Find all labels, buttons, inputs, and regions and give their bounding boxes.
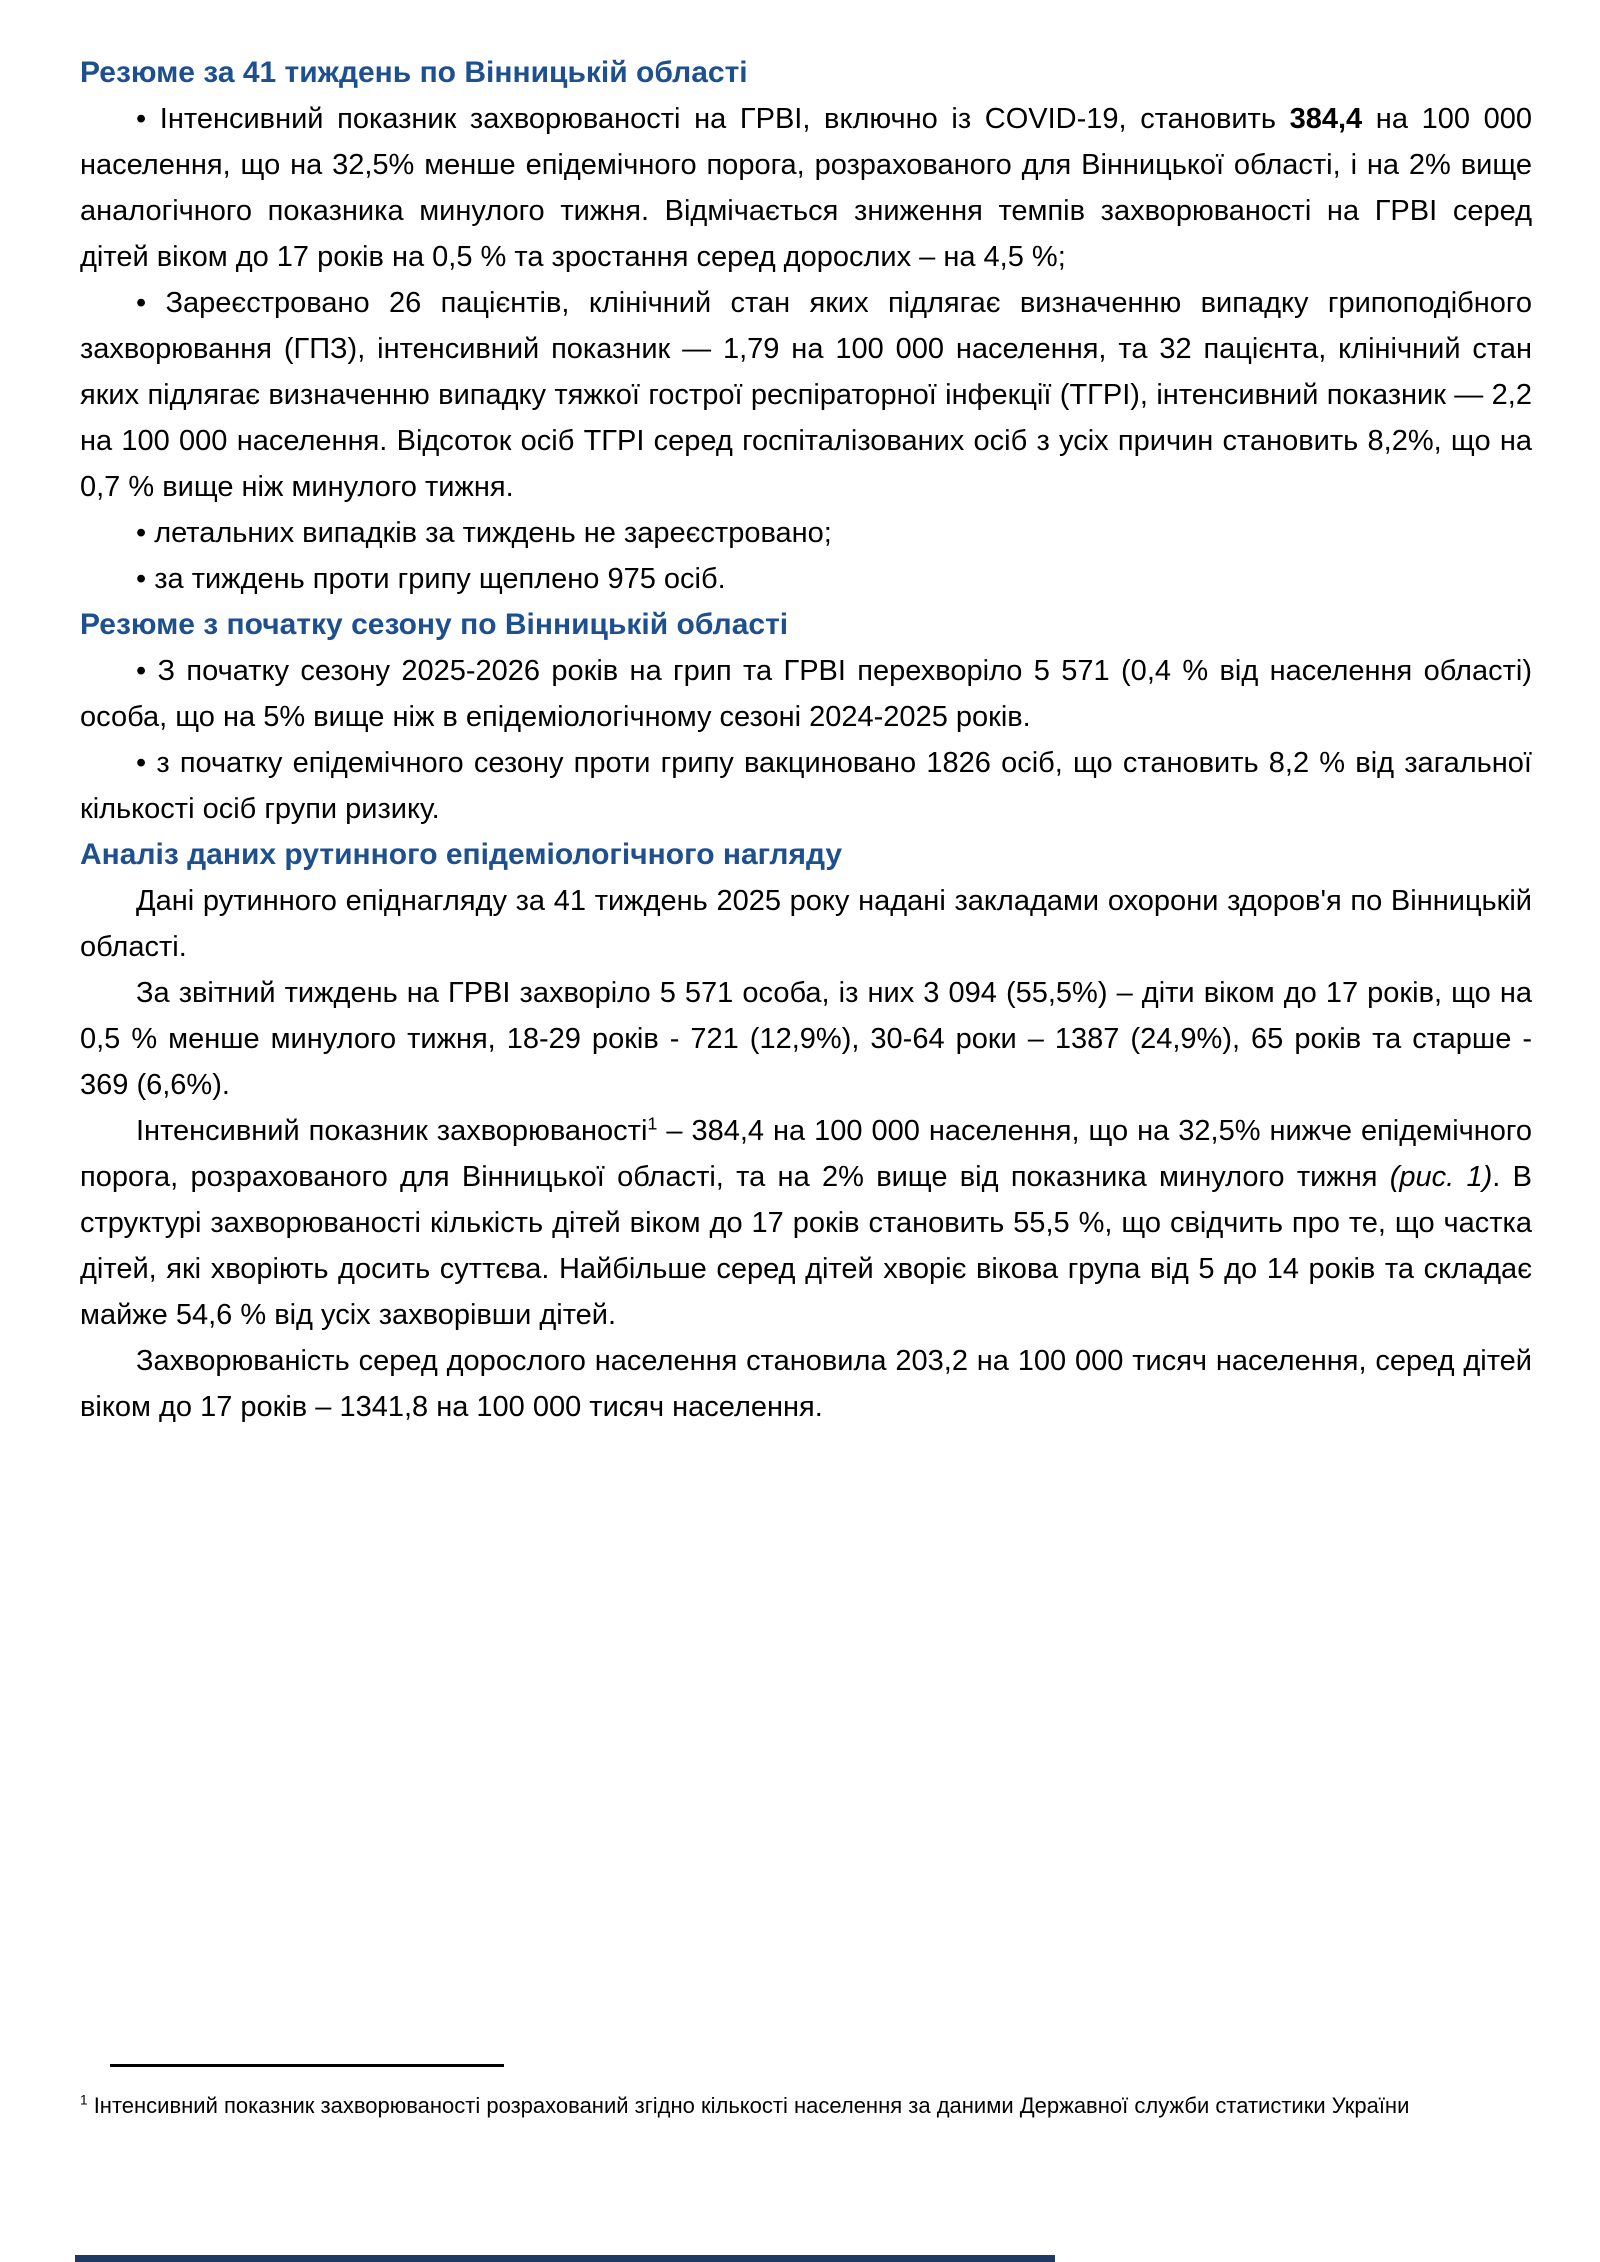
para-season-vaccinated: • з початку епідемічного сезону проти грипу вакциновано 1826 осіб, що становить 8,2 % від загальної кількості осіб групи ризику. bbox=[80, 747, 1532, 825]
para-week-age-structure: За звітний тиждень на ГРВІ захворіло 5 571 особа, із них 3 094 (55,5%) – діти віком до 17 років, що на 0,5 % менше минулого тижня, 18-29 років - 721 (12,9%), 30-64 роки – 1387 (24,9%), 65 років та старше - 369 (6,6%). bbox=[80, 977, 1532, 1101]
para-adult-child-rates: Захворюваність серед дорослого населення становила 203,2 на 100 000 тисяч населення, серед дітей віком до 17 років – 1341,8 на 100 000 тисяч населення. bbox=[80, 1345, 1532, 1423]
para-ili-sari-cases: • Зареєстровано 26 пацієнтів, клінічний стан яких підлягає визначенню випадку грипоподібного захворювання (ГПЗ), інтенсивний показник — 1,79 на 100 000 населення, та 32 пацієнта, клінічний стан яких підлягає визначенню випадку тяжкої гострої респіраторної інфекції (ТГРІ), інтенсивний показник — 2,2 на 100 000 населення. Відсоток осіб ТГРІ серед госпіталізованих осіб з усіх причин становить 8,2%, що на 0,7 % вище ніж минулого тижня. bbox=[80, 287, 1532, 503]
para-week-vaccinated: • за тиждень проти грипу щеплено 975 осіб. bbox=[136, 563, 726, 595]
para-lethal-cases: • летальних випадків за тиждень не зареєстровано; bbox=[136, 517, 832, 549]
heading-routine-surveillance-analysis: Аналіз даних рутинного епідеміологічного нагляду bbox=[80, 838, 843, 871]
heading-week-summary: Резюме за 41 тиждень по Вінницькій області bbox=[80, 56, 748, 89]
para-season-cases: • З початку сезону 2025-2026 років на грип та ГРВІ перехворіло 5 571 (0,4 % від населення області) особа, що на 5% вище ніж в епідеміологічному сезоні 2024-2025 років. bbox=[80, 655, 1532, 733]
heading-season-summary: Резюме з початку сезону по Вінницькій області bbox=[80, 608, 789, 641]
footnote-text: $^1$ Інтенсивний показник захворюваності розрахований згідно кількості населення за даними Державної служби статистики України bbox=[80, 2092, 1410, 2118]
para-intensive-indicator: • Інтенсивний показник захворюваності на ГРВІ, включно із COVID-19, становить 384,4 на 100 000 населення, що на 32,5% менше епідемічного порога, розрахованого для Вінницької області, і на 2% вище аналогічного показника минулого тижня. Відмічається зниження темпів захворюваності на ГРВІ серед дітей віком до 17 років на 0,5 % та зростання серед дорослих – на 4,5 %; bbox=[80, 103, 1532, 273]
para-data-source: Дані рутинного епіднагляду за 41 тиждень 2025 року надані закладами охорони здоров'я по Вінницькій області. bbox=[80, 885, 1532, 963]
para-indicator-detail: Інтенсивний показник захворюваності$^1$ – 384,4 на 100 000 населення, що на 32,5% нижче епідемічного порога, розрахованого для Вінницької області, та на 2% вище від показника минулого тижня (рис. 1). В структурі захворюваності кількість дітей віком до 17 років становить 55,5 %, що свідчить про те, що частка дітей, які хворіють досить суттєва. Найбільше серед дітей хворіє вікова група від 5 до 14 років та складає майже 54,6 % від усіх захворівши дітей. bbox=[80, 1113, 1532, 1331]
document-body bbox=[80, 50, 1532, 1430]
footnote-separator-line bbox=[110, 2064, 504, 2067]
cropped-bottom-element-bar bbox=[75, 2255, 1055, 2262]
